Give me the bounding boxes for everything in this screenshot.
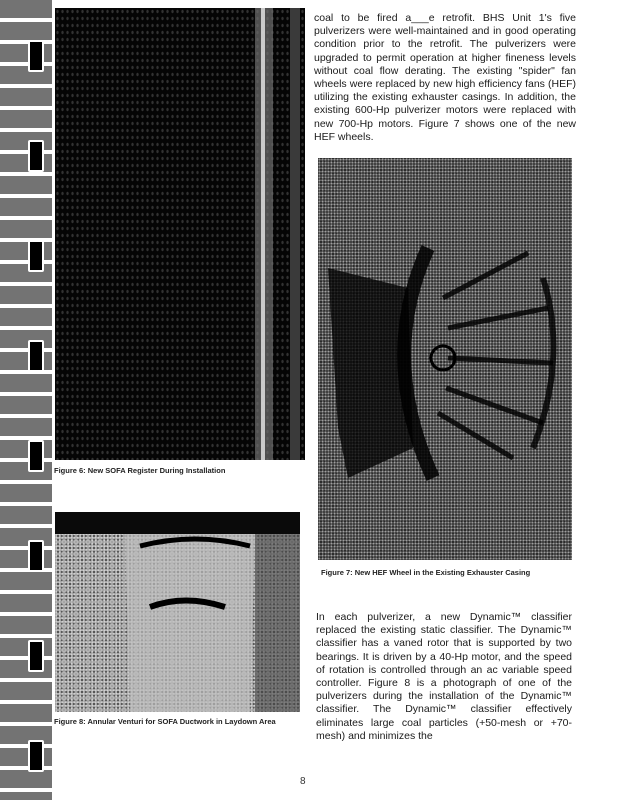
figure-6-illustration: [55, 8, 305, 460]
binding-hole: [28, 440, 44, 472]
binding-hole: [28, 640, 44, 672]
figure-7-caption: Figure 7: New HEF Wheel in the Existing Exhauster Casing: [321, 568, 531, 577]
page-number: 8: [300, 776, 306, 787]
figure-7-illustration: [318, 158, 572, 560]
paragraph-top: coal to be fired a___e retrofit. BHS Unit 1's five pulverizers were well-maintained and in good operating condition prior to the retrofit. The pulverizers were upgraded to permit operation at higher fineness levels without coal flow derating. The existing "spider" fan wheels were replaced by new high efficiency fans (HEF) utilizing the existing exhauster casings. In addition, the existing 600-Hp pulverizer motors were replaced with new 700-Hp motors. Figure 7 shows one of the new HEF wheels.: [314, 12, 576, 143]
binding-hole: [28, 240, 44, 272]
paragraph-bottom: In each pulverizer, a new Dynamic™ classifier replaced the existing static classifier. The Dynamic™ classifier has a vaned rotor that is supported by two bearings. It is driven by a 40-Hp motor, and the speed of rotation is controlled through an ac variable speed controller. Figure 8 is a photograph of one of the pulverizers during the installation of the Dynamic™ classifier. The Dynamic™ classifier effectively eliminates large coal particles (+50-mesh or +70-mesh) and minimizes the: [316, 611, 572, 742]
binding-edge: [0, 0, 52, 800]
figure-7-photo: [318, 158, 572, 560]
figure-8-photo: [55, 512, 300, 712]
figure-8-caption: Figure 8: Annular Venturi for SOFA Ductwork in Laydown Area: [54, 717, 276, 726]
binding-hole: [28, 740, 44, 772]
figure-6-caption: Figure 6: New SOFA Register During Installation: [54, 466, 226, 475]
figure-8-illustration: [55, 512, 300, 712]
binding-hole: [28, 540, 44, 572]
binding-hole: [28, 140, 44, 172]
binding-hole: [28, 340, 44, 372]
figure-6-photo: [55, 8, 305, 460]
binding-hole: [28, 40, 44, 72]
